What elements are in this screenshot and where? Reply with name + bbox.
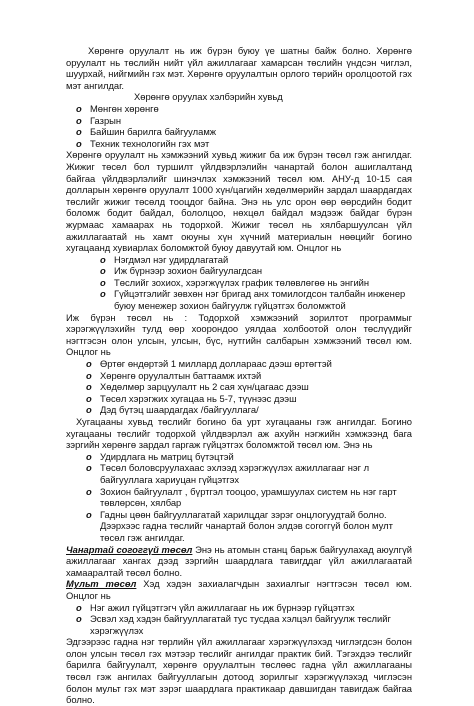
list-item: o Хөдөлмөр зарцуулалт нь 2 сая хүн/цагаас дээш xyxy=(86,381,309,393)
list-item: o Зохион байгуулалт , бүртгэл тооцоо, урамшуулах систем нь нэг гарт төвлөрсөн, хялбар xyxy=(86,485,397,509)
short-term-features-list xyxy=(66,451,412,544)
bullet-icon: o xyxy=(86,358,92,370)
list-item: o Нэгдмэл нэг удирдлагатай xyxy=(100,253,229,265)
paragraph-multi-projects: Мульт төсөл Хэд хэдэн захиалагчдын захиалгыг нэгтгэсэн төсөл юм. Онцлог нь xyxy=(66,578,412,601)
list-item: o Төсөл боловсруулахаас эхлээд хэрэгжүүлэх ажиллагааг нэг л байгууллага хариуцан гүйцэтгэх xyxy=(86,462,370,485)
bullet-icon: o xyxy=(76,126,82,138)
bullet-icon: o xyxy=(76,601,82,613)
bullet-icon: o xyxy=(76,102,82,114)
complex-project-features-list xyxy=(66,358,412,416)
list-item: o Мөнгөн хөрөнгө xyxy=(76,102,159,114)
list-item: o Техник технологийн гэх мэт xyxy=(76,137,210,149)
bullet-icon: o xyxy=(86,508,92,520)
bullet-icon: o xyxy=(76,137,82,149)
paragraph-conclusion: Эдгээрээс гадна нэг төрлийн үйл ажиллагааг хэрэгжүүлэхэд чиглэгдсэн болон олон улсын төсөл гэх мэтээр төслийг ангилдаг практик бий. Тэгэхдээ төслийг барилга байгуулалт, хөрөнгө оруулалтын төслөөс гадна үйл ажиллагааны төсөл гэж ангилах байгууллагын дотоод зорилгыг хэрэгжүүлэхэд чиглэсэн болон мульт гэх мэт зэрэг шаардлага практикаар давшигдан тавигдаж байгаа болно. xyxy=(66,636,412,706)
list-item: o Гүйцэтгэлийг зөвхөн нэг бригад анх томилогдсон талбайн инженер буюу менежер зохион байгуулж гүйцэтгэх боломжтой xyxy=(100,288,406,312)
list-item: o Удирдлага нь матриц бүтэцтэй xyxy=(86,450,234,462)
list-item: o Төслийг зохиох, хэрэгжүүлэх график төлөвлөгөө нь энгийн xyxy=(100,276,370,288)
list-item: o Дэд бүтэц шаардагдах /байгууллага/ xyxy=(86,404,259,416)
investment-forms-list xyxy=(66,103,412,149)
list-item: o Иж бүрнээр зохион байгуулагдсан xyxy=(100,265,263,277)
list-item: o Төсөл хэрэгжих хугацаа нь 5-7, түүнээс дээш xyxy=(86,392,297,404)
paragraph-quality-projects: Чанартай согоггүй төсөл Энэ нь атомын станц барьж байгуулахад аюулгүй ажиллагааг хангах дээд зэргийн шаардлага тавигддаг үйл ажиллагаатай хамааралтай төсөл болно. xyxy=(66,543,412,578)
bullet-icon: o xyxy=(100,253,106,265)
list-item: o Эсвэл хэд хэдэн байгууллагатай тус тусдаа хэлцэл байгуулж төслийг хэрэгжүүлэх xyxy=(76,613,391,636)
bullet-icon: o xyxy=(86,369,92,381)
bullet-icon: o xyxy=(86,450,92,462)
list-item: o Нэг ажил гүйцэтгэгч үйл ажиллагааг нь иж бүрнээр гүйцэтгэх xyxy=(76,601,355,613)
bullet-icon: o xyxy=(86,462,92,474)
bullet-icon: o xyxy=(86,485,92,497)
list-item: o Байшин барилга байгууламж xyxy=(76,126,217,138)
bullet-icon: o xyxy=(86,381,92,393)
bullet-icon: o xyxy=(100,276,106,288)
bullet-icon: o xyxy=(86,392,92,404)
bullet-icon: o xyxy=(100,288,106,300)
bullet-icon: o xyxy=(86,404,92,416)
list-item: o Гадны цөөн байгууллагатай харилцдаг зэрэг онцлогуудтай болно. Дээрхээс гадна төслийг чанартай болон элдэв согоггүй болон мулт төсөл гэж ангилдаг. xyxy=(86,508,393,543)
list-item: o Хөрөнгө оруулалтын баттаамж ихтэй xyxy=(86,369,262,381)
paragraph-investment-forms-heading: Хөрөнгө оруулах хэлбэрийн хувьд xyxy=(134,91,283,103)
bullet-icon: o xyxy=(76,114,82,126)
term-quality-project: Чанартай согоггүй төсөл xyxy=(66,543,193,555)
paragraph-complex-projects: Иж бүрэн төсөл нь : Тодорхой хэмжээний зорилтот программыг хэрэгжүүлэхийн тулд өөр хоорондоо уялдаа холбоотой олон төслүүдийг нэгтгэсэн олон улсын, улсын, бүс, нутгийн салбарын хэмжээний төсөл юм. Онцлог нь xyxy=(66,311,412,358)
paragraph-investment-types: Хөрөнгө оруулалт нь иж бүрэн буюу үе шатны байж болно. Хөрөнгө оруулалт нь төслийн нийт үйл ажиллагааг хамарсан төслийн үндсэн чиглэл, шуурхай, нийгмийн гэх мэт. Хөрөнгө оруулалтын орлого төрийн оролцоотой гэх мэт ангилдаг. xyxy=(66,45,412,91)
multi-project-features-list xyxy=(66,602,412,637)
term-multi-project: Мульт төсөл xyxy=(66,578,137,590)
list-item: o Газрын xyxy=(76,114,122,126)
paragraph-duration: Хугацааны хувьд төслийг богино ба урт хугацааны гэж ангилдаг. Богино хугацааны төслийг тодорхой үйлдвэрлэл аж ахуйн нэгжийн хэмжээнд бага зэргийн хөрөнгө зардал гаргаж гүйцэтгэх боломжтой төсөл юм. Энэ нь xyxy=(66,416,412,451)
document-body xyxy=(66,45,412,706)
bullet-icon: o xyxy=(100,265,106,277)
bullet-icon: o xyxy=(76,613,82,625)
list-item: o Өртөг өндөртэй 1 миллард доллараас дээш өртөгтэй xyxy=(86,358,332,370)
small-project-features-list xyxy=(66,254,412,312)
paragraph-small-projects: Хөрөнгө оруулалт нь хэмжээний хувьд жижиг ба иж бүрэн төсөл гэж ангилдаг. Жижиг төсөл бол туршилт үйлдвэрлэлийн чанартай болон ашиглалтанд байгаа үйлдвэрлэлийг шинэчлэх хэмжээний төсөл юм. АНУ-д 10-15 сая долларын хөрөнгө оруулалт 1000 хүн/цагийн хөдөлмөрийн зардал шаардагдах төслийг жижиг төсөлд тооцдог байна. Энэ нь улс орон өөр өөрсдийн бодит боломж бодит байдал, бололцоо, нөхцөл байдал мэдээж байдаг бүрэн журмаас хамаарах нь тодорхой. Жижиг төсөл нь хялбаршуулсан үйл ажиллагаатай нь хамт оюуны хүн хүчний материалын нөөцийг богино хугацаанд хувиарлах боломжтой буюу давуутай юм. Онцлог нь xyxy=(66,149,412,254)
